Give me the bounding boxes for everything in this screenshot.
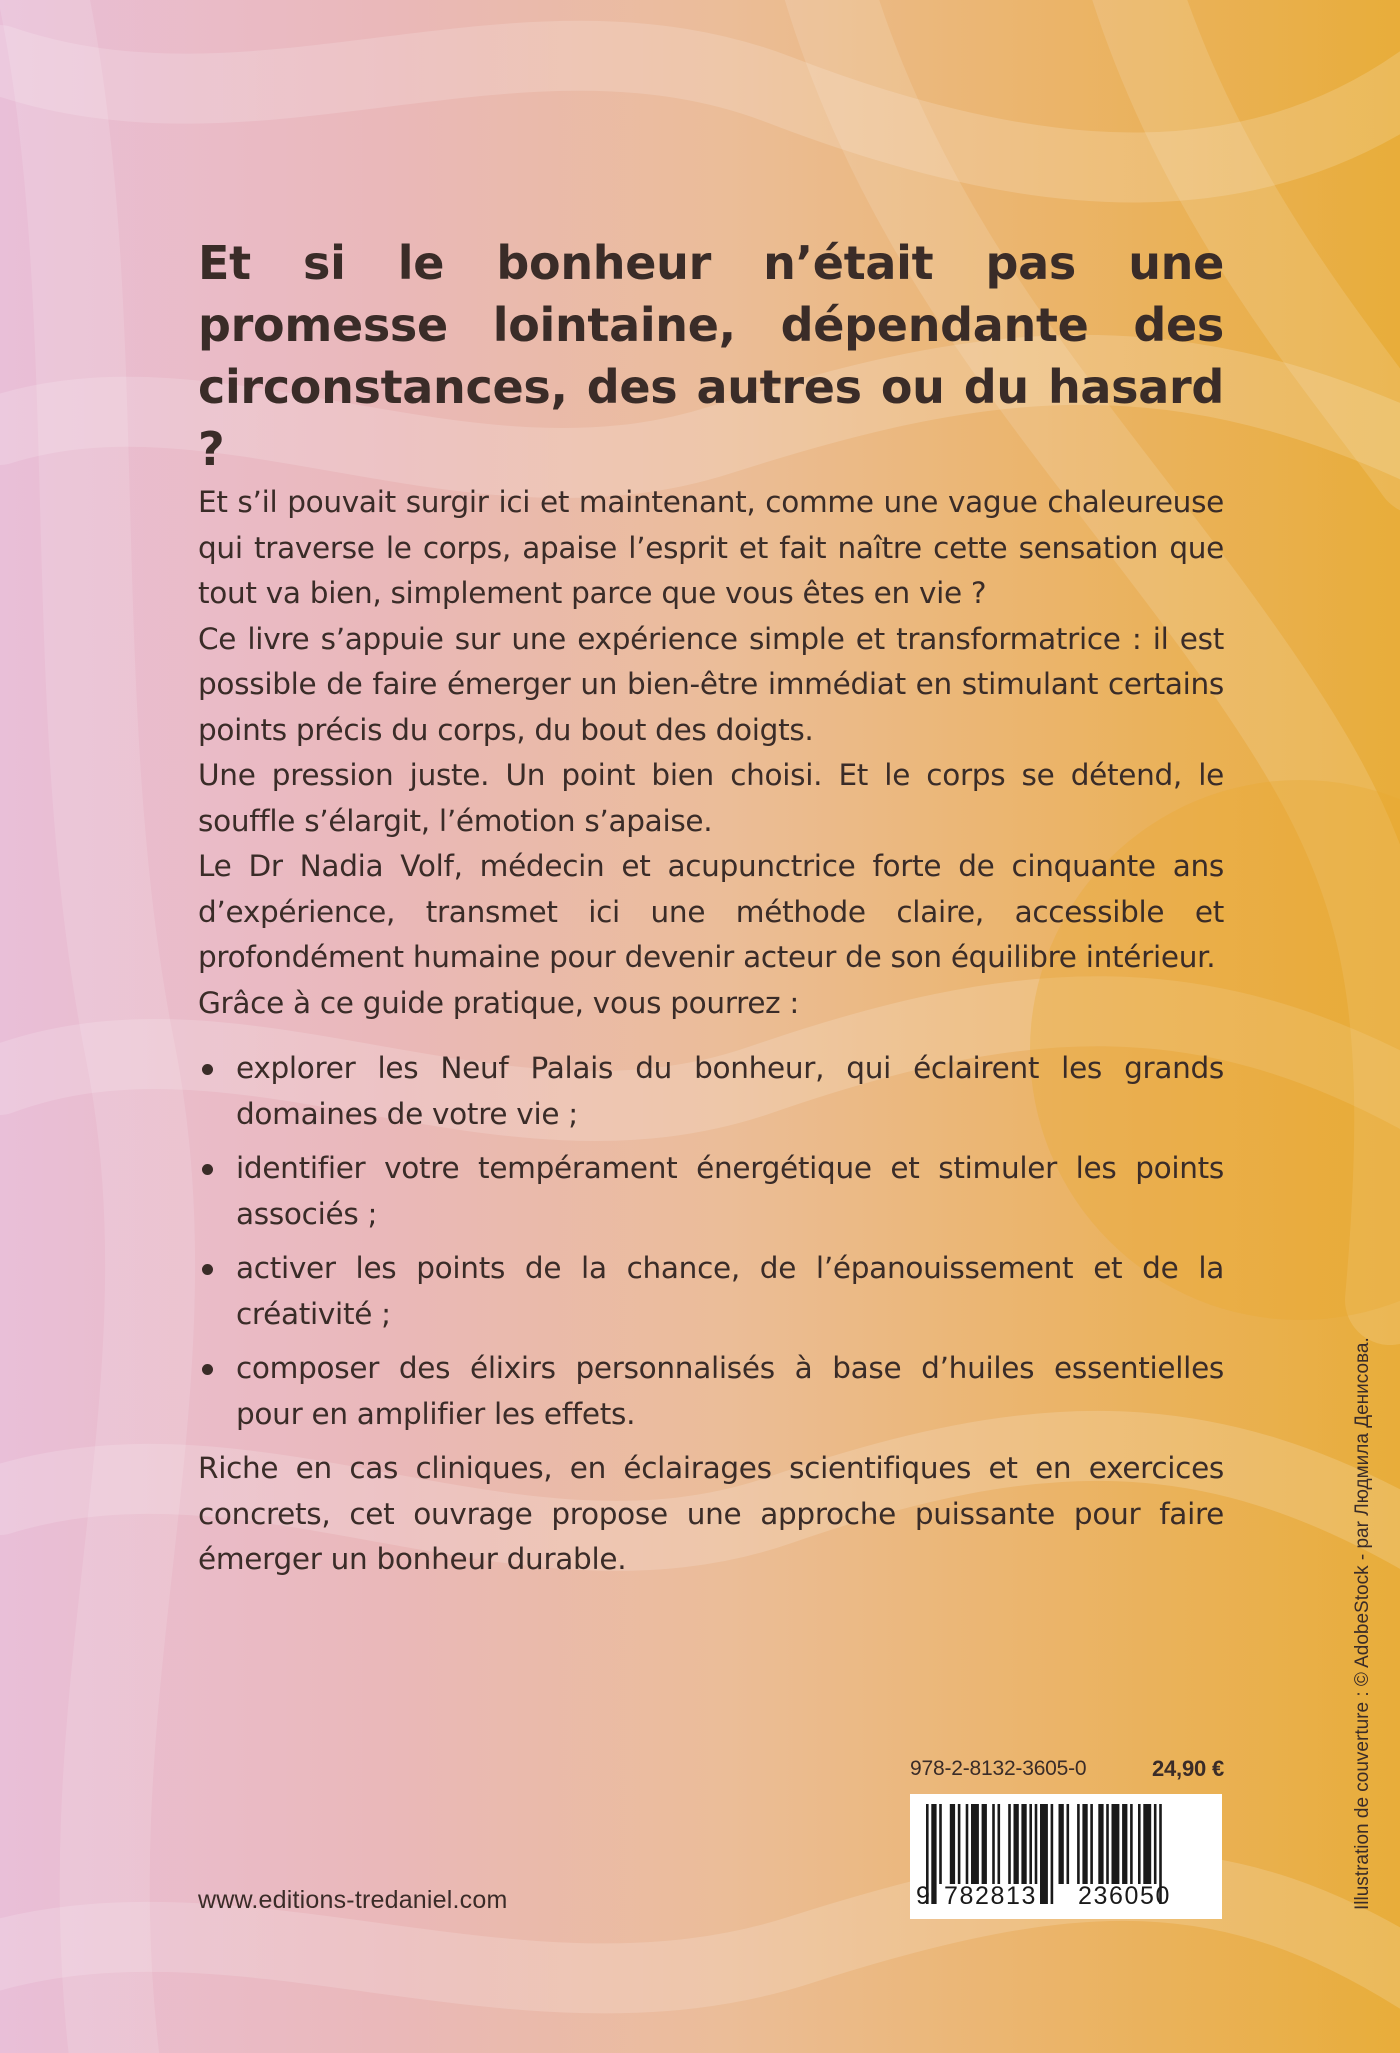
barcode-bar xyxy=(1082,1804,1087,1884)
isbn-price-line xyxy=(910,1754,1224,1784)
barcode xyxy=(910,1794,1222,1919)
barcode-bar xyxy=(1106,1804,1109,1884)
cover-illustration-credit: Illustration de couverture : © AdobeStock - par Людмила Денисова. xyxy=(1352,1337,1373,1910)
price: 24,90 € xyxy=(1151,1756,1224,1781)
barcode-bar xyxy=(1067,1804,1070,1884)
bullet-icon xyxy=(202,1364,213,1375)
barcode-bar xyxy=(966,1804,969,1884)
paragraph-author: Le Dr Nadia Volf, médecin et acupunctrice forte de cinquante ans d’expérience, transmet ici une méthode claire, accessible et profondément humaine pour devenir acteur de son équilibre intérieur. xyxy=(198,849,1224,974)
benefits-list xyxy=(198,1046,1224,1437)
list-item: identifier votre tempérament énergétique et stimuler les points associés ; xyxy=(198,1146,1224,1237)
barcode-bar xyxy=(998,1804,1001,1884)
barcode-bar xyxy=(1008,1804,1011,1884)
back-cover-text xyxy=(198,232,1224,1583)
barcode-bar xyxy=(982,1804,987,1884)
barcode-bar xyxy=(971,1804,979,1884)
barcode-bar xyxy=(1090,1804,1093,1884)
closing-paragraph: Riche en cas cliniques, en éclairages scientifiques et en exercices concrets, cet ouvrage propose une approche puissante pour faire émerger un bonheur durable. xyxy=(198,1451,1224,1576)
publisher-website[interactable]: www.editions-tredaniel.com xyxy=(198,1886,508,1914)
barcode-bar xyxy=(1035,1804,1038,1884)
barcode-group-left: 782813 xyxy=(944,1882,1038,1910)
barcode-bar xyxy=(1098,1804,1103,1884)
barcode-bar xyxy=(1154,1804,1157,1884)
list-item: explorer les Neuf Palais du bonheur, qui éclairent les grands domaines de votre vie ; xyxy=(198,1046,1224,1137)
list-item: activer les points de la chance, de l’épanouissement et de la créativité ; xyxy=(198,1246,1224,1337)
barcode-bar xyxy=(1021,1804,1026,1884)
isbn-number: 978-2-8132-3605-0 xyxy=(910,1757,1087,1780)
bullet-icon xyxy=(202,1264,213,1275)
bullet-icon xyxy=(202,1164,213,1175)
headline: Et si le bonheur n’était pas une promesse lointaine, dépendante des circonstances, des autres ou du hasard ? xyxy=(198,236,1224,476)
barcode-bar xyxy=(1029,1804,1032,1884)
bullet-icon xyxy=(202,1064,213,1075)
barcode-bar xyxy=(1112,1804,1120,1884)
guide-intro: Grâce à ce guide pratique, vous pourrez : xyxy=(198,985,800,1020)
barcode-lead-digit: 9 xyxy=(916,1882,932,1910)
paragraph-intro: Et s’il pouvait surgir ici et maintenant, comme une vague chaleureuse qui traverse le corps, apaise l’esprit et fait naître cette sensation que tout va bien, simplement parce que vous êtes en vie ? xyxy=(198,485,1224,610)
paragraph-book-premise: Ce livre s’appuie sur une expérience simple et transformatrice : il est possible de faire émerger un bien-être immédiat en stimulant certains points précis du corps, du bout des doigts. xyxy=(198,621,1224,747)
barcode-group-right: 236050 xyxy=(1078,1882,1172,1910)
barcode-bar xyxy=(958,1804,961,1884)
paragraph-pressure: Une pression juste. Un point bien choisi. Et le corps se détend, le souffle s’élargit, l’émotion s’apaise. xyxy=(198,758,1224,838)
barcode-bar xyxy=(992,1804,995,1884)
barcode-bar xyxy=(1138,1804,1141,1884)
barcode-bar xyxy=(1077,1804,1080,1884)
barcode-bar xyxy=(1014,1804,1019,1884)
barcode-digits xyxy=(910,1882,1222,1916)
barcode-bar xyxy=(1122,1804,1127,1884)
barcode-bar xyxy=(1059,1804,1064,1884)
barcode-bar xyxy=(950,1804,955,1884)
barcode-bar xyxy=(1130,1804,1133,1884)
list-item: composer des élixirs personnalisés à base d’huiles essentielles pour en amplifier les effets. xyxy=(198,1346,1224,1437)
barcode-bar xyxy=(1143,1804,1151,1884)
barcode-bar xyxy=(939,1804,942,1884)
